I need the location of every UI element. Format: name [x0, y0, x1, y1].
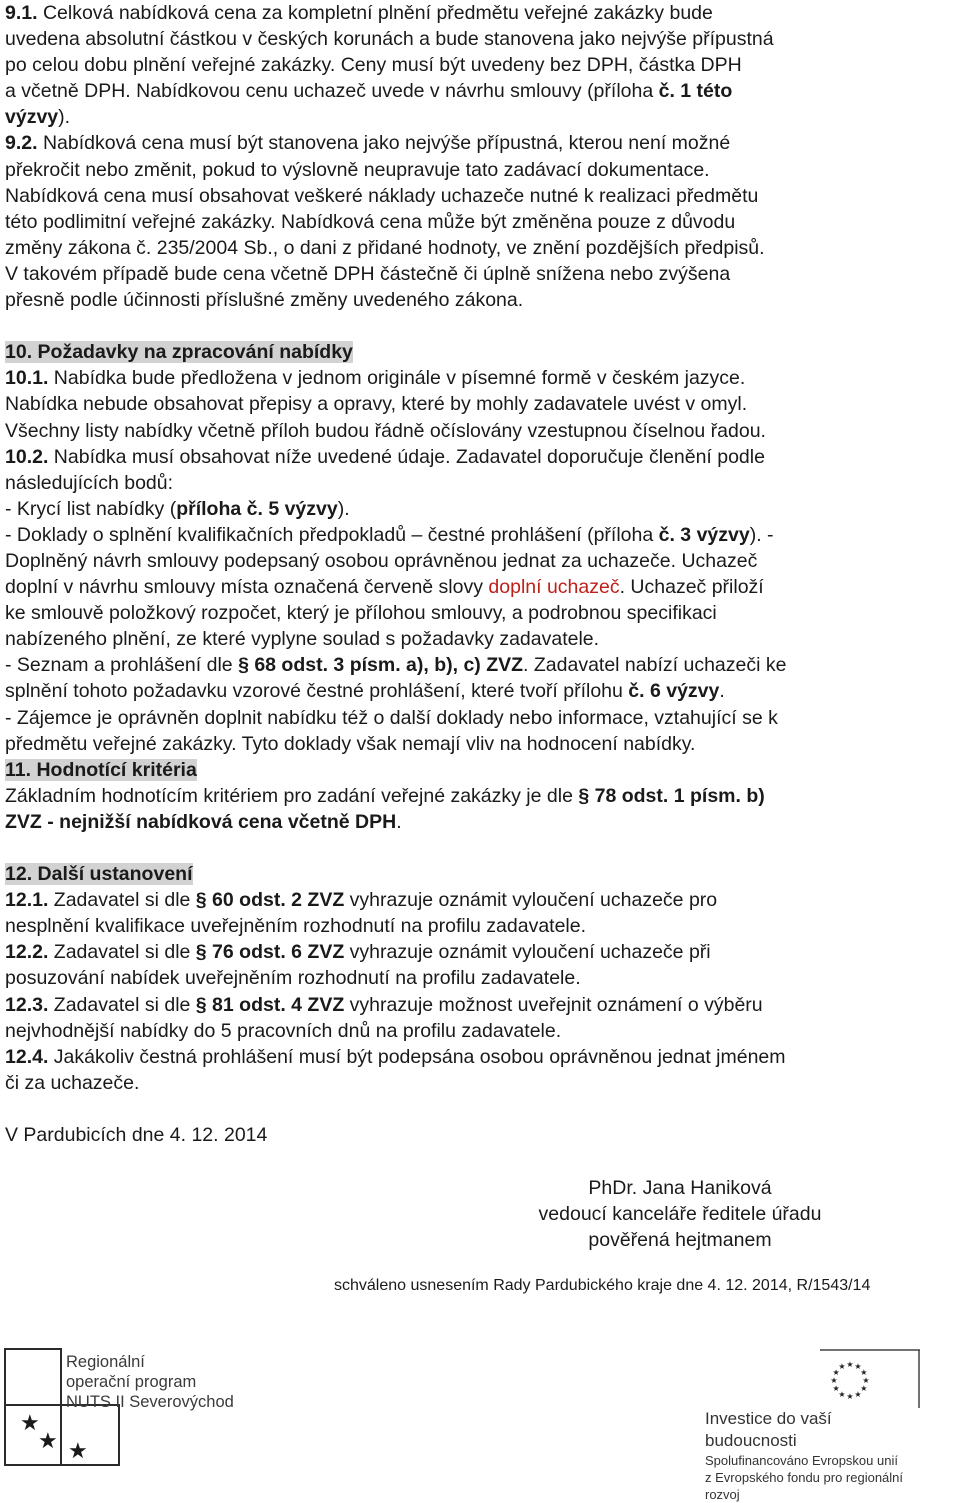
signature-block [500, 1175, 860, 1253]
text-line [5, 26, 918, 52]
text-line [5, 183, 918, 209]
text-line [5, 705, 918, 731]
text-line [5, 418, 918, 444]
text-run: - Krycí list nabídky ( [5, 497, 177, 520]
text-line [5, 652, 918, 678]
text-run: vyhrazuje oznámit vyloučení uchazeče pro [344, 889, 718, 912]
text-run: změny zákona č. 235/2004 Sb., o dani z přidané hodnoty, ve znění pozdějších předpisů. [5, 236, 765, 259]
eu-star-icon: ★ [832, 1384, 840, 1393]
text-line [5, 209, 918, 235]
text-run: Zadavatel si dle [53, 941, 196, 964]
bold-text: 12.3. [5, 993, 54, 1016]
text-run: - Doklady o splnění kvalifikačních předpokladů – čestné prohlášení (příloha [5, 523, 659, 546]
bold-text: § 60 odst. 2 ZVZ [195, 889, 345, 912]
eu-star-icon: ★ [832, 1368, 840, 1377]
text-run: a včetně DPH. Nabídkovou cenu uchazeč uvede v návrhu smlouvy (příloha [5, 80, 659, 103]
eu-star-icon: ★ [860, 1368, 868, 1377]
text-line [5, 678, 918, 704]
text-line [5, 0, 918, 26]
text-run: Celková nabídková cena za kompletní plnění předmětu veřejné zakázky bude [42, 2, 713, 24]
text-run: Nabídková cena musí být stanovena jako nejvýše přípustná, kterou není možné [42, 132, 731, 155]
text-run: Doplněný návrh smlouvy podepsaný osobou oprávněnou jednat za uchazeče. Uchazeč [5, 549, 758, 572]
bold-text: č. 3 výzvy [658, 523, 750, 546]
text-line [5, 496, 918, 522]
text-line [5, 887, 918, 913]
rop-line: operační program [66, 1373, 197, 1391]
eu-star-icon: ★ [838, 1389, 846, 1399]
text-line [5, 1044, 918, 1070]
bold-text: výzvy [5, 106, 59, 129]
text-run: uvedena absolutní částkou v českých korunách a bude stanovena jako nejvýše přípustná [5, 28, 774, 51]
text-run: ). [58, 106, 71, 129]
text-line [5, 130, 918, 156]
text-run: splnění tohoto požadavku vzorové čestné prohlášení, které tvoří přílohu [5, 680, 629, 703]
text-run: Zadavatel si dle [53, 889, 196, 912]
text-run: Nabídka musí obsahovat níže uvedené údaje. Zadavatel doporučuje členění podle [53, 445, 765, 468]
text-line [5, 1018, 918, 1044]
bold-text: § 81 odst. 4 ZVZ [195, 993, 345, 1016]
bold-text: 10.1. [5, 367, 54, 390]
star-icon: ★ [20, 1410, 40, 1435]
rop-logo-text [66, 1352, 234, 1412]
star-icon: ★ [38, 1428, 58, 1453]
signatory-role: vedoucí kanceláře ředitele úřadu [538, 1203, 822, 1225]
text-run: ke smlouvě položkový rozpočet, který je přílohou smlouvy, a podrobnou specifikaci [5, 602, 717, 625]
section-heading: 11. Hodnotící kritéria [5, 758, 197, 781]
text-line [5, 600, 918, 626]
bold-text: 9.2. [5, 132, 43, 155]
text-line [5, 104, 918, 130]
eu-star-icon: ★ [862, 1376, 870, 1385]
eu-star-icon: ★ [854, 1389, 862, 1399]
bold-text: § 78 odst. 1 písm. b) [578, 784, 765, 807]
eu-star-icon: ★ [846, 1360, 854, 1369]
bold-text: 12.4. [5, 1045, 54, 1068]
text-line [5, 757, 918, 783]
signatory-name: PhDr. Jana Haniková [588, 1177, 772, 1199]
text-line [5, 783, 918, 809]
rop-logo [4, 1348, 234, 1466]
eu-star-icon: ★ [860, 1384, 868, 1393]
text-run: . Zadavatel nabízí uchazeči ke [523, 654, 787, 677]
text-line [5, 78, 918, 104]
text-line [5, 470, 918, 496]
text-run: - Seznam a prohlášení dle [5, 654, 239, 677]
text-run: vyhrazuje možnost uveřejnit oznámení o výběru [344, 993, 763, 1016]
text-run: následujících bodů: [5, 471, 174, 494]
document-body [5, 0, 918, 1148]
bold-text: č. 6 výzvy [628, 680, 720, 703]
eu-logo [705, 1348, 920, 1502]
text-line [5, 626, 918, 652]
bold-text: příloha č. 5 výzvy [176, 497, 338, 520]
section-heading: 12. Další ustanovení [5, 863, 193, 886]
text-run: vyhrazuje oznámit vyloučení uchazeče při [344, 941, 711, 964]
text-line [5, 339, 918, 365]
text-run: Nabídková cena musí obsahovat veškeré náklady uchazeče nutné k realizaci předmětu [5, 184, 759, 207]
bold-text: 9.1. [5, 2, 43, 24]
text-line [5, 861, 918, 887]
text-line [5, 522, 918, 548]
text-line [5, 992, 918, 1018]
text-line [5, 574, 918, 600]
text-run: Nabídka bude předložena v jednom originále v písemné formě v českém jazyce. [53, 367, 746, 390]
bold-text: 10.2. [5, 445, 54, 468]
text-run: . [396, 810, 402, 833]
blank-line [5, 835, 918, 861]
text-run: přesně podle účinnosti příslušné změny uvedeného zákona. [5, 289, 524, 312]
eu-stars-icon [820, 1348, 920, 1408]
text-run: nabízeného plnění, ze které vyplyne soulad s požadavky zadavatele. [5, 628, 600, 651]
text-run: nejvhodnější nabídky do 5 pracovních dnů na profilu zadavatele. [5, 1019, 562, 1042]
text-run: doplní v návrhu smlouvy místa označená červeně slovy [5, 576, 489, 599]
text-run: posuzování nabídek uveřejněním rozhodnutí na profilu zadavatele. [5, 967, 581, 990]
text-run: . Uchazeč přiloží [619, 576, 764, 599]
text-run: V Pardubicích dne 4. 12. 2014 [5, 1124, 268, 1147]
text-run: Jakákoliv čestná prohlášení musí být podepsána osobou oprávněnou jednat jménem [53, 1045, 786, 1068]
text-run: Všechny listy nabídky včetně příloh budou řádně očíslovány vzestupnou číselnou řadou. [5, 419, 766, 442]
red-placeholder-text: doplní uchazeč [488, 576, 620, 599]
text-line [5, 731, 918, 757]
eu-star-icon: ★ [846, 1392, 854, 1401]
text-line [5, 809, 918, 835]
rop-line: NUTS II Severovýchod [66, 1393, 234, 1411]
text-line [5, 1122, 918, 1148]
text-line [5, 965, 918, 991]
text-run: V takovém případě bude cena včetně DPH částečně či úplně snížena nebo zvýšena [5, 262, 731, 285]
bold-text: § 68 odst. 3 písm. a), b), c) ZVZ [238, 654, 524, 677]
text-run: předmětu veřejné zakázky. Tyto doklady však nemají vliv na hodnocení nabídky. [5, 732, 696, 755]
text-line [5, 444, 918, 470]
text-line [5, 261, 918, 287]
text-run: nesplnění kvalifikace uveřejněním rozhodnutí na profilu zadavatele. [5, 915, 587, 938]
text-line [5, 365, 918, 391]
eu-logo-text [705, 1408, 920, 1503]
text-run: této podlimitní veřejné zakázky. Nabídková cena může být změněna pouze z důvodu [5, 210, 736, 233]
text-line [5, 913, 918, 939]
blank-line [5, 313, 918, 339]
eu-cofinanced: Spolufinancováno Evropskou unií [705, 1453, 898, 1468]
text-run: Nabídka nebude obsahovat přepisy a opravy, které by mohly zadavatele uvést v omyl. [5, 393, 748, 416]
text-line [5, 157, 918, 183]
rop-line: Regionální [66, 1353, 145, 1371]
text-run: či za uchazeče. [5, 1071, 140, 1094]
section-heading: 10. Požadavky na zpracování nabídky [5, 341, 353, 364]
text-run: Zadavatel si dle [53, 993, 196, 1016]
bold-text: ZVZ - nejnižší nabídková cena včetně DPH [5, 810, 397, 833]
text-line [5, 287, 918, 313]
text-run: - Zájemce je oprávněn doplnit nabídku též o další doklady nebo informace, vztahující se k [5, 706, 778, 729]
eu-fund: z Evropského fondu pro regionální rozvoj [705, 1470, 904, 1502]
eu-star-icon: ★ [854, 1362, 862, 1372]
text-run: ). - [749, 523, 774, 546]
text-run: Základním hodnotícím kritériem pro zadání veřejné zakázky je dle [5, 784, 579, 807]
text-line [5, 939, 918, 965]
text-line [5, 548, 918, 574]
bold-text: č. 1 této [658, 80, 733, 103]
signatory-authority: pověřená hejtmanem [588, 1229, 772, 1251]
eu-star-icon: ★ [830, 1376, 838, 1385]
eu-slogan: Investice do vaší budoucnosti [705, 1409, 832, 1450]
text-line [5, 1070, 918, 1096]
text-run: překročit nebo změnit, pokud to výslovně neupravuje tato zadávací dokumentace. [5, 158, 710, 181]
eu-star-icon: ★ [838, 1362, 846, 1372]
bold-text: 12.2. [5, 941, 54, 964]
approval-note: schváleno usnesením Rady Pardubického kraje dne 4. 12. 2014, R/1543/14 [334, 1277, 871, 1294]
text-run: . [719, 680, 725, 703]
text-run: ). [337, 497, 350, 520]
text-line [5, 235, 918, 261]
bold-text: § 76 odst. 6 ZVZ [195, 941, 345, 964]
text-line [5, 52, 918, 78]
text-run: po celou dobu plnění veřejné zakázky. Ceny musí být uvedeny bez DPH, částka DPH [5, 54, 742, 77]
blank-line [5, 1096, 918, 1122]
bold-text: 12.1. [5, 889, 54, 912]
text-line [5, 391, 918, 417]
star-icon: ★ [68, 1438, 88, 1463]
